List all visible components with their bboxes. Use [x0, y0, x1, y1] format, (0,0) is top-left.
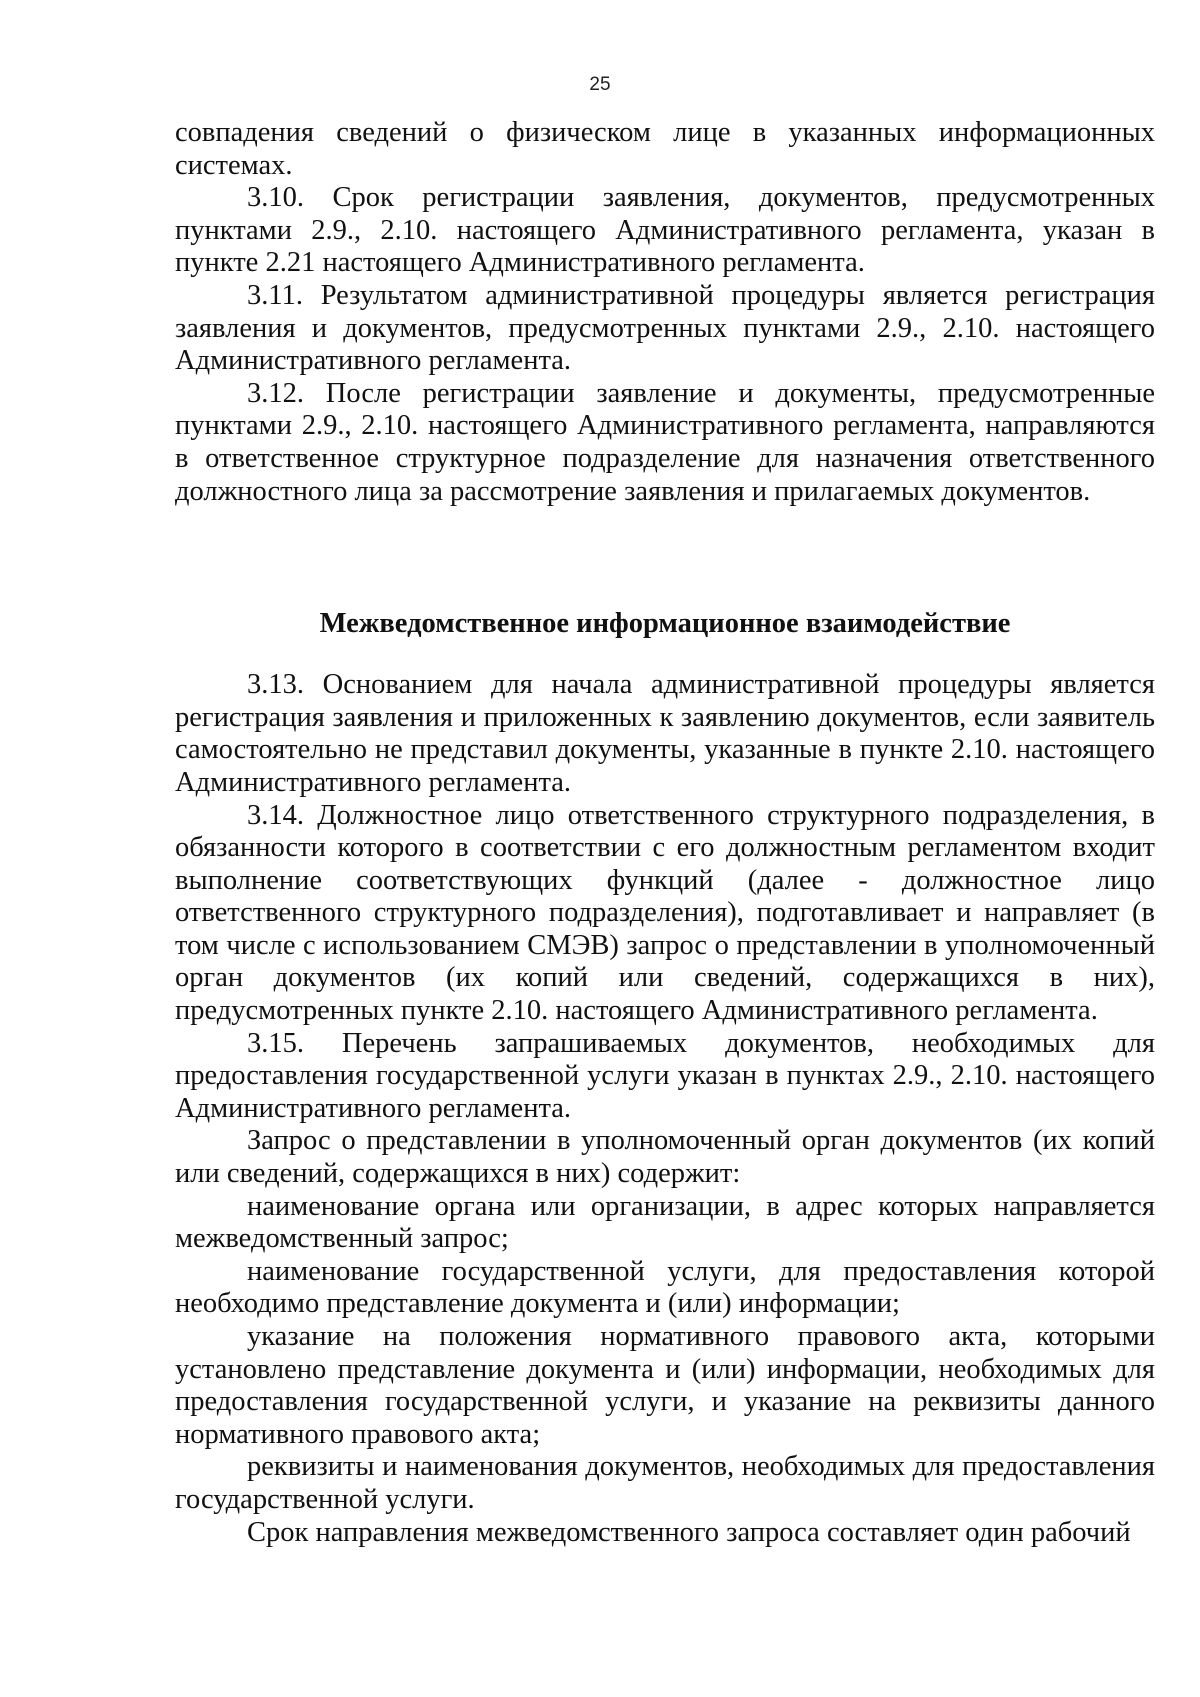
- paragraph-3-15: 3.15. Перечень запрашиваемых документов, необходимых для предоставления государственной услуги указан в пунктах 2.9., 2.10. настоящего Административного регламента.: [175, 1027, 1155, 1124]
- list-item-service-name: наименование государственной услуги, для предоставления которой необходимо представление документа и (или) информации;: [175, 1255, 1155, 1320]
- list-item-organ-name: наименование органа или организации, в адрес которых направляется межведомственный запрос;: [175, 1190, 1155, 1255]
- paragraph-request-contents: Запрос о представлении в уполномоченный орган документов (их копий или сведений, содержащихся в них) содержит:: [175, 1125, 1155, 1190]
- paragraph-3-11: 3.11. Результатом административной процедуры является регистрация заявления и документов, предусмотренных пунктами 2.9., 2.10. настоящего Административного регламента.: [175, 279, 1155, 377]
- paragraph-3-13: 3.13. Основанием для начала административной процедуры является регистрация заявления и приложенных к заявлению документов, если заявитель самостоятельно не представил документы, указанные в пункте 2.10. настоящего Административного регламента.: [175, 669, 1155, 798]
- list-item-document-details: реквизиты и наименования документов, необходимых для предоставления государственной услуги.: [175, 1451, 1155, 1515]
- paragraph-3-12: 3.12. После регистрации заявление и документы, предусмотренные пунктами 2.9., 2.10. настоящего Административного регламента, направляются в ответственное структурное подразделение для назначения ответственного должностного лица за рассмотрение заявления и прилагаемых документов.: [175, 377, 1155, 507]
- paragraph-continuation: совпадения сведений о физическом лице в указанных информационных системах.: [175, 117, 1155, 181]
- paragraph-request-deadline: Срок направления межведомственного запроса составляет один рабочий: [247, 1516, 1131, 1548]
- list-item-legal-act: указание на положения нормативного правового акта, которыми установлено представление документа и (или) информации, необходимых для предоставления государственной услуги, и указание на реквизиты данного нормативного правового акта;: [175, 1321, 1155, 1450]
- paragraph-3-10: 3.10. Срок регистрации заявления, документов, предусмотренных пунктами 2.9., 2.10. настоящего Административного регламента, указан в пункте 2.21 настоящего Административного регламента.: [175, 182, 1155, 279]
- page-number: 25: [589, 74, 611, 95]
- document-body: [175, 117, 1155, 1549]
- paragraph-3-14: 3.14. Должностное лицо ответственного структурного подразделения, в обязанности которого в соответствии с его должностным регламентом входит выполнение соответствующих функций (далее - должностное лицо ответственного структурного подразделения), подготавливает и направляет (в том числе с использованием СМЭВ) запрос о представлении в уполномоченный орган документов (их копий или сведений, содержащихся в них), предусмотренных пункте 2.10. настоящего Административного регламента.: [175, 799, 1155, 1027]
- section-title: Межведомственное информационное взаимодействие: [319, 608, 1011, 640]
